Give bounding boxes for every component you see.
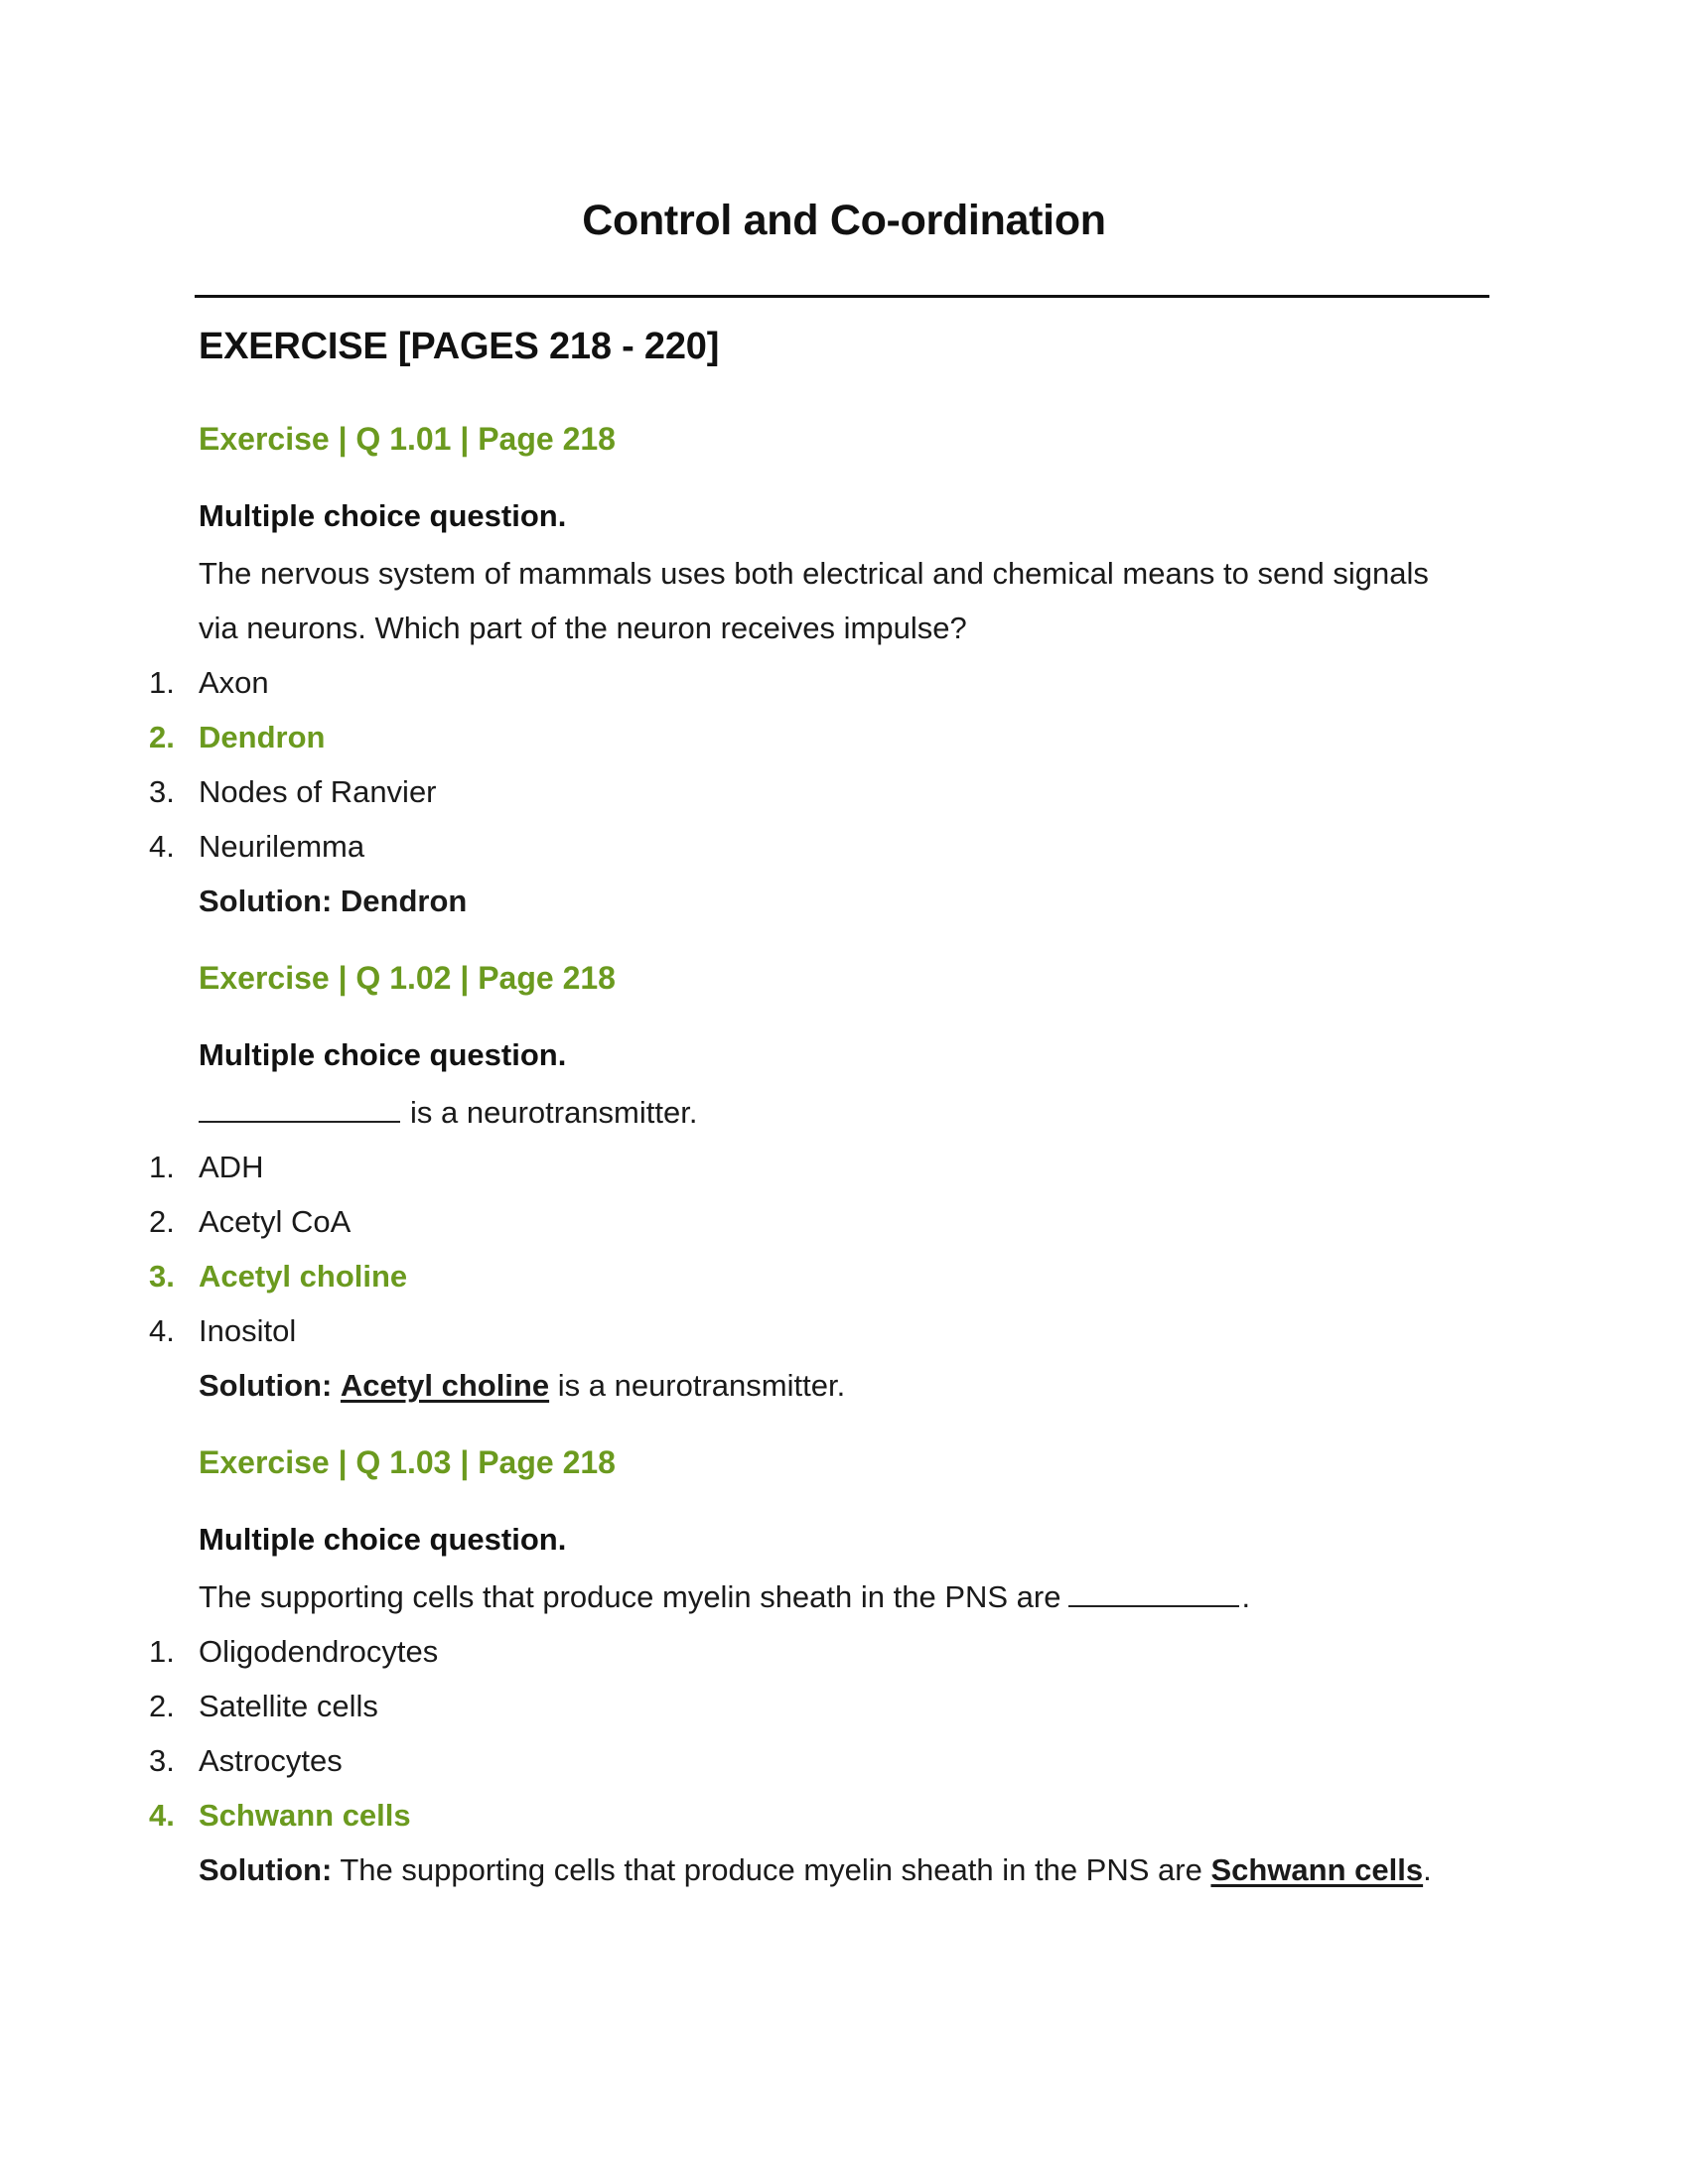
question-2 [149, 954, 1450, 1413]
option-number: 3. [149, 774, 175, 809]
fill-in-blank [199, 1087, 400, 1123]
option-item [149, 1140, 1450, 1194]
option-label: Acetyl CoA [199, 1204, 352, 1239]
question-text-after-blank: is a neurotransmitter. [410, 1095, 698, 1130]
solution-lead: The supporting cells that produce myelin sheath in the PNS are [340, 1852, 1202, 1887]
section-heading: EXERCISE [PAGES 218 - 220] [199, 326, 720, 367]
option-item [149, 655, 1450, 710]
solution-answer: Schwann cells [1210, 1852, 1424, 1887]
option-item-correct [149, 1249, 1450, 1303]
option-label: Neurilemma [199, 829, 365, 864]
solution-answer: Acetyl choline [340, 1368, 550, 1403]
answer-options [149, 655, 1450, 874]
title-divider [195, 295, 1489, 298]
option-label: Acetyl choline [199, 1259, 408, 1294]
option-number: 1. [149, 1150, 175, 1184]
option-item [149, 764, 1450, 819]
option-number: 4. [149, 829, 175, 864]
solution-label: Solution: [199, 884, 333, 918]
option-number: 4. [149, 1313, 175, 1348]
option-label: Satellite cells [199, 1689, 378, 1723]
solution-answer: Dendron [340, 884, 468, 918]
question-type: Multiple choice question. [199, 498, 567, 533]
question-1 [149, 415, 1450, 928]
solution [199, 1843, 1450, 1897]
option-number: 2. [149, 720, 175, 754]
option-item-correct [149, 710, 1450, 764]
option-number: 2. [149, 1689, 175, 1723]
option-number: 4. [149, 1798, 175, 1833]
question-text: The nervous system of mammals uses both electrical and chemical means to send signals via neurons. Which part of the neuron receives impulse? [199, 556, 1429, 645]
question-reference: Exercise | Q 1.02 | Page 218 [199, 960, 616, 996]
fill-in-blank [1068, 1571, 1239, 1607]
option-label: ADH [199, 1150, 264, 1184]
option-label: Inositol [199, 1313, 297, 1348]
option-item [149, 1303, 1450, 1358]
option-number: 2. [149, 1204, 175, 1239]
option-label: Schwann cells [199, 1798, 411, 1833]
solution-end: . [1423, 1852, 1432, 1887]
document-title: Control and Co-ordination [582, 197, 1106, 244]
option-item [149, 1679, 1450, 1733]
question-type: Multiple choice question. [199, 1037, 567, 1072]
question-text-before-blank: The supporting cells that produce myelin sheath in the PNS are [199, 1579, 1061, 1614]
solution-rest: is a neurotransmitter. [557, 1368, 846, 1403]
option-item-correct [149, 1788, 1450, 1843]
question-reference: Exercise | Q 1.01 | Page 218 [199, 421, 616, 457]
option-item [149, 1194, 1450, 1249]
solution-label: Solution: [199, 1368, 333, 1403]
document-content [149, 316, 1450, 1923]
answer-options [149, 1140, 1450, 1358]
option-item [149, 819, 1450, 874]
option-label: Axon [199, 665, 269, 700]
option-number: 3. [149, 1259, 175, 1294]
option-item [149, 1733, 1450, 1788]
question-text [199, 1570, 1450, 1624]
option-number: 1. [149, 1634, 175, 1669]
option-number: 1. [149, 665, 175, 700]
option-label: Dendron [199, 720, 326, 754]
question-3 [149, 1438, 1450, 1897]
option-label: Oligodendrocytes [199, 1634, 439, 1669]
question-type: Multiple choice question. [199, 1522, 567, 1557]
solution-label: Solution: [199, 1852, 333, 1887]
answer-options [149, 1624, 1450, 1843]
solution [199, 874, 1450, 928]
option-number: 3. [149, 1743, 175, 1778]
option-item [149, 1624, 1450, 1679]
question-reference: Exercise | Q 1.03 | Page 218 [199, 1444, 616, 1480]
solution [199, 1358, 1450, 1413]
option-label: Nodes of Ranvier [199, 774, 437, 809]
question-text-end: . [1241, 1579, 1251, 1614]
option-label: Astrocytes [199, 1743, 343, 1778]
question-text [199, 1085, 1450, 1140]
